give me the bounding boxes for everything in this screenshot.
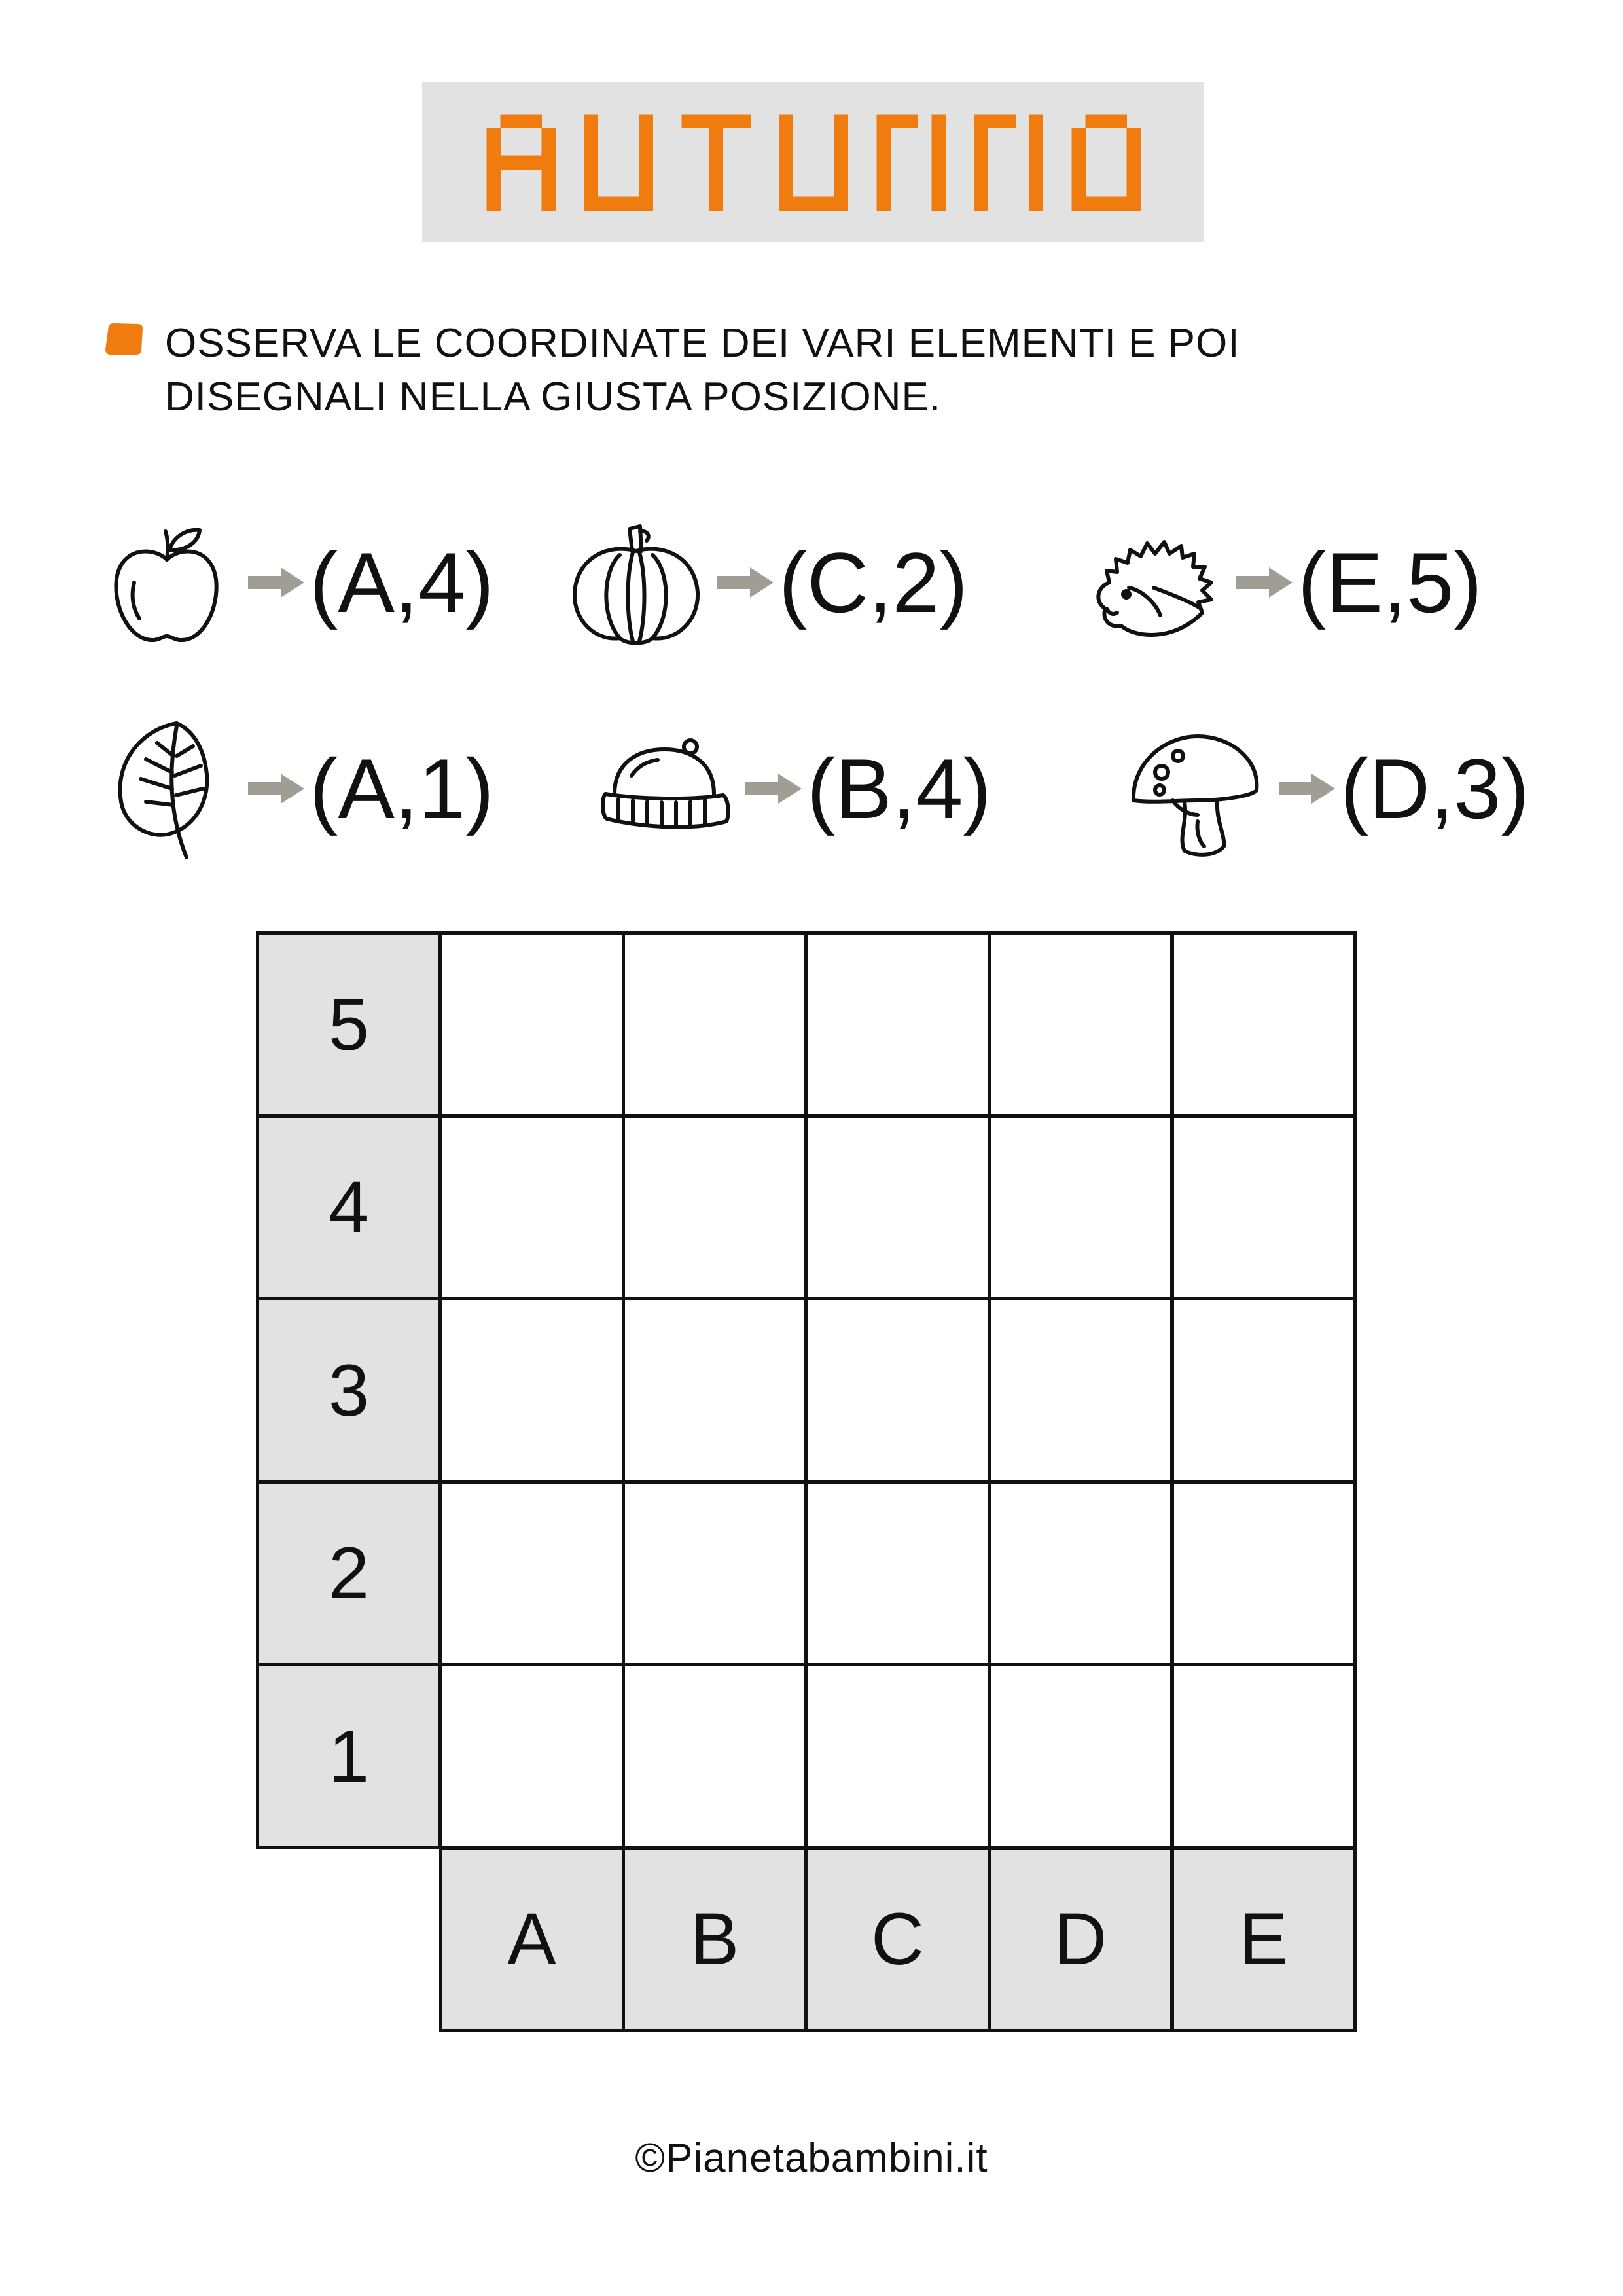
coordinate-label: (E,5) <box>1298 535 1482 630</box>
row-label-5: 5 <box>256 931 442 1117</box>
title-letter <box>974 114 1043 211</box>
grid-cell-B3 <box>622 1297 808 1483</box>
coordinate-grid <box>256 931 1368 2047</box>
mushroom-icon <box>1126 717 1270 861</box>
col-label-C: C <box>805 1846 991 2032</box>
grid-cell-C2 <box>805 1480 991 1666</box>
grid-cell-A5 <box>439 931 625 1117</box>
coordinate-label: (D,3) <box>1340 741 1529 836</box>
item-pumpkin <box>564 511 968 655</box>
grid-cell-D3 <box>988 1297 1173 1483</box>
grid-cell-A3 <box>439 1297 625 1483</box>
coordinate-label: (B,4) <box>807 741 991 836</box>
grid-cell-E3 <box>1171 1297 1357 1483</box>
grid-cell-D4 <box>988 1115 1173 1300</box>
arrow-icon <box>247 772 306 805</box>
item-apple <box>95 511 494 655</box>
title-letter <box>584 114 653 211</box>
grid-cell-C1 <box>805 1663 991 1849</box>
title-letter <box>681 114 751 211</box>
col-label-B: B <box>622 1846 808 2032</box>
arrow-icon <box>744 772 803 805</box>
item-leaf <box>95 717 494 861</box>
arrow-icon <box>716 566 775 599</box>
grid-cell-C4 <box>805 1115 991 1300</box>
copyright-text: ©Pianetabambini.it <box>635 2136 988 2181</box>
grid-cell-E1 <box>1171 1663 1357 1849</box>
grid-cell-A1 <box>439 1663 625 1849</box>
grid-cell-B1 <box>622 1663 808 1849</box>
page-title <box>486 113 1141 211</box>
grid-cell-C3 <box>805 1297 991 1483</box>
title-banner <box>422 82 1204 242</box>
apple-icon <box>95 511 239 655</box>
arrow-icon <box>1277 772 1336 805</box>
grid-cell-D5 <box>988 931 1173 1117</box>
leaf-icon <box>95 717 239 861</box>
title-letter <box>486 114 556 211</box>
grid-cell-C5 <box>805 931 991 1117</box>
instruction-line-1: OSSERVA LE COORDINATE DEI VARI ELEMENTI E POI <box>165 321 1240 366</box>
coordinate-label: (A,1) <box>310 741 494 836</box>
row-label-4: 4 <box>256 1115 442 1300</box>
grid-cell-A4 <box>439 1115 625 1300</box>
item-mushroom <box>1126 717 1529 861</box>
grid-cell-E5 <box>1171 931 1357 1117</box>
coordinate-label: (C,2) <box>779 535 968 630</box>
title-letter <box>1071 114 1141 211</box>
col-label-E: E <box>1171 1846 1357 2032</box>
grid-cell-A2 <box>439 1480 625 1666</box>
hedgehog-icon <box>1083 511 1227 655</box>
title-letter <box>779 114 848 211</box>
grid-cell-D1 <box>988 1663 1173 1849</box>
instruction-text <box>165 317 1474 424</box>
row-label-3: 3 <box>256 1297 442 1483</box>
item-hat <box>592 717 991 861</box>
hat-icon <box>592 717 736 861</box>
grid-cell-B2 <box>622 1480 808 1666</box>
grid-cell-E2 <box>1171 1480 1357 1666</box>
grid-cell-E4 <box>1171 1115 1357 1300</box>
col-label-D: D <box>988 1846 1173 2032</box>
coordinate-label: (A,4) <box>310 535 494 630</box>
grid-cell-D2 <box>988 1480 1173 1666</box>
grid-cell-B5 <box>622 931 808 1117</box>
grid-cell-B4 <box>622 1115 808 1300</box>
col-label-A: A <box>439 1846 625 2032</box>
instruction-line-2: DISEGNALI NELLA GIUSTA POSIZIONE. <box>165 374 942 420</box>
item-hedgehog <box>1083 511 1482 655</box>
row-label-2: 2 <box>256 1480 442 1666</box>
title-letter <box>876 114 946 211</box>
arrow-icon <box>247 566 306 599</box>
pumpkin-icon <box>564 511 708 655</box>
row-label-1: 1 <box>256 1663 442 1849</box>
arrow-icon <box>1235 566 1294 599</box>
bullet-icon <box>103 322 144 356</box>
